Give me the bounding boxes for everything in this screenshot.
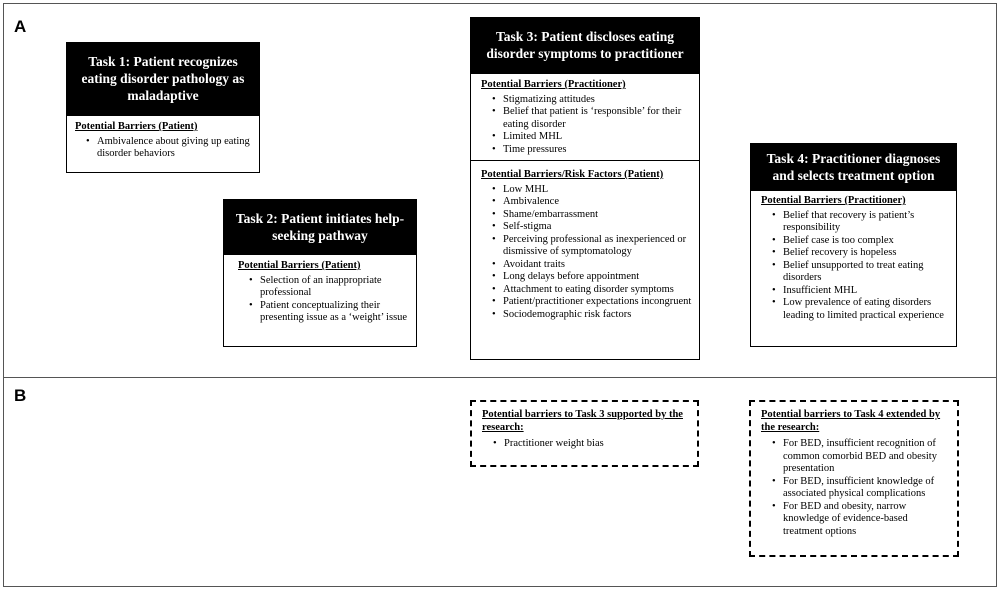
task3-body (470, 73, 700, 360)
list-item: • Time pressures (503, 144, 693, 157)
task4-research-box (749, 400, 959, 557)
list-item: • Self-stigma (503, 221, 693, 234)
list-item: • Ambivalence about giving up eating disorder behaviors (97, 136, 253, 161)
task1-box (66, 42, 260, 173)
task3-patient-section (471, 161, 699, 321)
task4-box (750, 143, 957, 347)
list-item: • Selection of an inappropriate professional (260, 275, 410, 300)
task3-list2 (481, 184, 693, 322)
list-item: • Ambivalence (503, 196, 693, 209)
list-item: • Long delays before appointment (503, 271, 693, 284)
task3-research-title: Potential barriers to Task 3 supported by the research: (482, 409, 683, 433)
list-item: • Practitioner weight bias (504, 438, 689, 451)
task3-research-box (470, 400, 699, 467)
list-item: • Low MHL (503, 184, 693, 197)
task2-body (223, 254, 417, 347)
list-item: • Shame/embarrassment (503, 209, 693, 222)
task4-research-list (761, 438, 949, 538)
panel-a-label: A (14, 17, 27, 36)
list-item: • For BED and obesity, narrow knowledge of evidence-based treatment options (783, 501, 949, 539)
task1-body (66, 115, 260, 173)
list-item: • Sociodemographic risk factors (503, 309, 693, 322)
list-item: • Attachment to eating disorder symptoms (503, 284, 693, 297)
list-item: • For BED, insufficient knowledge of associated physical complications (783, 476, 949, 501)
task3-list1 (481, 94, 693, 157)
task3-title: Task 3: Patient discloses eating disorder symptoms to practitioner (470, 17, 700, 73)
list-item: • Patient conceptualizing their presenting issue as a ‘weight’ issue (260, 300, 410, 325)
task3-research-list (482, 438, 689, 451)
task3-practitioner-section (471, 74, 699, 160)
task1-list (75, 136, 253, 161)
list-item: • For BED, insufficient recognition of common comorbid BED and obesity presentation (783, 438, 949, 476)
task3-section2-title: Potential Barriers/Risk Factors (Patient) (481, 169, 664, 180)
list-item: • Avoidant traits (503, 259, 693, 272)
list-item: • Limited MHL (503, 131, 693, 144)
list-item: • Belief unsupported to treat eating disorders (783, 260, 950, 285)
list-item: • Stigmatizing attitudes (503, 94, 693, 107)
task1-section-title: Potential Barriers (Patient) (75, 121, 198, 132)
task3-box (470, 17, 700, 360)
list-item: • Low prevalence of eating disorders leading to limited practical experience (783, 297, 950, 322)
task4-section-title: Potential Barriers (Practitioner) (761, 195, 906, 206)
list-item: • Belief that recovery is patient’s responsibility (783, 210, 950, 235)
list-item: • Belief recovery is hopeless (783, 247, 950, 260)
panel-b-label: B (14, 386, 27, 405)
task1-title: Task 1: Patient recognizes eating disorder pathology as maladaptive (66, 42, 260, 115)
list-item: • Perceiving professional as inexperienced or dismissive of symptomatology (503, 234, 693, 259)
task2-title: Task 2: Patient initiates help-seeking pathway (223, 199, 417, 254)
task4-list (761, 210, 950, 323)
list-item: • Belief that patient is ‘responsible’ for their eating disorder (503, 106, 693, 131)
task4-research-title: Potential barriers to Task 4 extended by the research: (761, 409, 941, 433)
task2-box (223, 199, 417, 347)
list-item: • Insufficient MHL (783, 285, 950, 298)
list-item: • Patient/practitioner expectations incongruent (503, 296, 693, 309)
task3-section1-title: Potential Barriers (Practitioner) (481, 79, 626, 90)
task4-title: Task 4: Practitioner diagnoses and selects treatment option (750, 143, 957, 190)
task2-list (238, 275, 410, 325)
list-item: • Belief case is too complex (783, 235, 950, 248)
task4-body (750, 190, 957, 347)
task2-section-title: Potential Barriers (Patient) (238, 260, 361, 271)
